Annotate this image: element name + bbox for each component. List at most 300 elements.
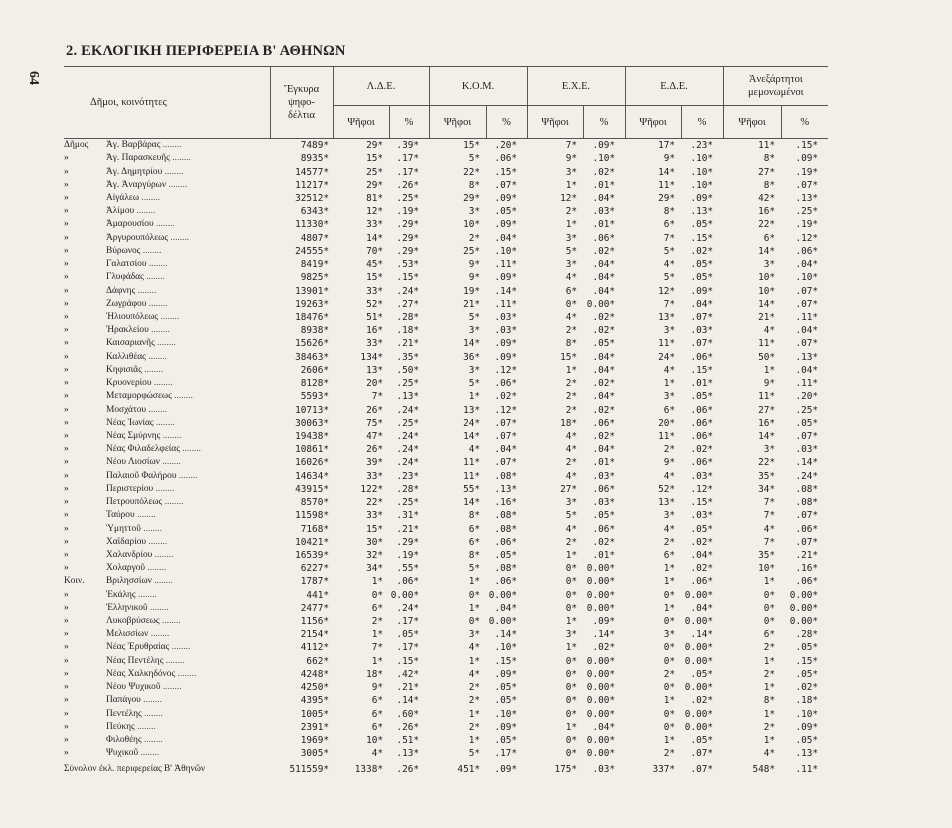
municipality-prefix: » — [64, 549, 69, 560]
dot-leader: ........ — [140, 695, 162, 706]
votes-independents-cell: 14* — [758, 245, 776, 257]
municipality-cell — [64, 443, 270, 456]
votes-kom-cell: 55* — [463, 483, 480, 495]
votes-ede-cell: 2* — [663, 444, 676, 456]
municipality-name: Νέας Φιλαδελφείας — [106, 444, 180, 455]
municipality-prefix: » — [64, 523, 69, 534]
dot-leader: ........ — [175, 668, 197, 679]
votes-ede-cell: 8* — [663, 206, 676, 218]
municipality-prefix: » — [64, 735, 69, 746]
table-row — [64, 284, 828, 297]
votes-lde-cell: 134* — [360, 351, 383, 363]
votes-ede-cell: 3* — [663, 510, 676, 522]
percent-lde-cell: .51* — [396, 735, 419, 747]
municipality-name: Περιστερίου — [106, 483, 154, 494]
header-party-exe: Ε.Χ.Ε. — [527, 67, 625, 106]
percent-kom-cell: 0.00* — [488, 589, 518, 601]
table-row — [64, 271, 828, 284]
table-row — [64, 324, 828, 337]
municipality-name: Μελισσίων — [106, 629, 149, 640]
votes-independents-cell: 8* — [763, 179, 776, 191]
registered-ballots-cell: 1969* — [300, 735, 329, 747]
votes-lde-cell: 4* — [371, 748, 383, 760]
votes-ede-cell: 3* — [663, 629, 676, 641]
percent-ede-cell: .02* — [690, 695, 714, 707]
votes-lde-cell: 81* — [366, 193, 383, 205]
municipality-name: Κρυονερίου — [106, 378, 152, 389]
percent-independents-cell: .04* — [795, 259, 819, 271]
percent-independents-cell: 0.00* — [789, 589, 819, 601]
registered-ballots-cell: 4807* — [300, 232, 329, 244]
percent-kom-cell: .06* — [494, 153, 518, 165]
percent-lde-cell: .24* — [396, 457, 419, 469]
dot-leader: ........ — [154, 338, 176, 349]
percent-kom-cell: .09* — [494, 338, 518, 350]
municipality-name: Φιλοθέης — [106, 735, 142, 746]
page-title: 2. ΕΚΛΟΓΙΚΗ ΠΕΡΙΦΕΡΕΙΑ Β' ΑΘΗΝΩΝ — [66, 43, 346, 59]
percent-exe-cell: .03* — [592, 497, 616, 509]
votes-independents-cell: 3* — [763, 444, 776, 456]
votes-ede-cell: 9* — [663, 457, 676, 469]
percent-independents-cell: .11* — [795, 378, 819, 390]
header-votes: Ψῆφοι — [625, 106, 681, 139]
percent-ede-cell: 0.00* — [684, 682, 714, 694]
percent-independents-cell: .08* — [795, 497, 819, 509]
table-row — [64, 615, 828, 628]
percent-kom-cell: .10* — [494, 245, 518, 257]
dot-leader: ........ — [135, 589, 157, 600]
table-row — [64, 139, 828, 153]
votes-kom-cell: 14* — [463, 497, 480, 509]
votes-exe-cell: 6* — [565, 285, 578, 297]
percent-lde-cell: .29* — [396, 232, 419, 244]
votes-exe-cell: 3* — [565, 232, 578, 244]
municipality-name: Βριλησσίων — [106, 576, 152, 587]
header-party-independents: Ἀνεξάρτητοι μεμονωμένοι — [723, 67, 828, 106]
dot-leader: ........ — [140, 523, 162, 534]
votes-kom-cell: 25* — [463, 245, 480, 257]
votes-kom-cell: 29* — [463, 193, 480, 205]
percent-independents-cell: .07* — [795, 285, 819, 297]
percent-lde-cell: .24* — [396, 285, 419, 297]
municipality-cell — [64, 179, 270, 192]
percent-lde-cell: .13* — [396, 748, 419, 760]
dot-leader: ........ — [160, 140, 182, 151]
votes-ede-cell: 0* — [663, 708, 676, 720]
registered-ballots-cell: 4248* — [300, 668, 329, 680]
votes-independents-cell: 35* — [758, 549, 776, 561]
percent-kom-cell: .05* — [494, 695, 518, 707]
municipality-prefix: » — [64, 470, 69, 481]
votes-independents-cell: 22* — [758, 219, 776, 231]
percent-lde-cell: .19* — [396, 549, 419, 561]
municipality-prefix: » — [64, 497, 69, 508]
dot-leader: ........ — [147, 602, 169, 613]
percent-lde-cell: .29* — [396, 245, 419, 257]
percent-ede-cell: .07* — [690, 748, 714, 760]
votes-kom-cell: 15* — [463, 140, 480, 152]
votes-independents-cell: 14* — [758, 298, 776, 310]
registered-ballots-cell: 1005* — [300, 708, 329, 720]
percent-exe-cell: .01* — [592, 457, 616, 469]
registered-ballots-cell: 38463* — [295, 351, 329, 363]
municipality-name: Χαλανδρίου — [106, 549, 153, 560]
votes-independents-cell: 4* — [763, 748, 776, 760]
header-votes: Ψῆφοι — [333, 106, 389, 139]
votes-exe-cell: 3* — [565, 259, 578, 271]
percent-ede-cell: .01* — [690, 378, 714, 390]
votes-exe-cell: 0* — [565, 695, 578, 707]
percent-exe-cell: 0.00* — [586, 589, 616, 601]
votes-ede-cell: 11* — [658, 338, 676, 350]
municipality-prefix: » — [64, 364, 69, 375]
votes-exe-cell: 2* — [565, 404, 578, 416]
percent-kom-cell: .11* — [494, 259, 518, 271]
votes-independents-cell: 34* — [758, 483, 776, 495]
percent-kom-cell: .14* — [494, 629, 518, 641]
votes-independents-cell: 4* — [763, 523, 776, 535]
votes-independents-cell: 9* — [763, 378, 776, 390]
percent-kom-cell: .13* — [494, 483, 518, 495]
percent-independents-cell: .02* — [795, 682, 819, 694]
percent-exe-cell: .03* — [592, 763, 616, 775]
percent-kom-cell: .04* — [494, 232, 518, 244]
percent-kom-cell: .07* — [494, 457, 518, 469]
municipality-name: Ἁγ. Ἀναργύρων — [106, 179, 167, 190]
percent-lde-cell: .53* — [396, 259, 419, 271]
dot-leader: ........ — [162, 497, 184, 508]
table-row — [64, 536, 828, 549]
votes-lde-cell: 22* — [366, 497, 383, 509]
registered-ballots-cell: 9825* — [300, 272, 329, 284]
header-percent: % — [486, 106, 527, 139]
percent-independents-cell: .05* — [795, 668, 819, 680]
municipality-name: Πεύκης — [106, 721, 135, 732]
percent-independents-cell: .12* — [795, 232, 819, 244]
table-row — [64, 589, 828, 602]
percent-lde-cell: .17* — [396, 642, 419, 654]
votes-exe-cell: 3* — [565, 497, 578, 509]
percent-independents-cell: .09* — [795, 721, 819, 733]
percent-independents-cell: .07* — [795, 298, 819, 310]
percent-exe-cell: .03* — [592, 470, 616, 482]
table-row — [64, 232, 828, 245]
percent-kom-cell: .08* — [494, 563, 518, 575]
municipality-prefix: » — [64, 259, 69, 270]
percent-ede-cell: 0.00* — [684, 589, 714, 601]
table-row — [64, 721, 828, 734]
percent-lde-cell: .26* — [396, 179, 419, 191]
municipality-name: Ταύρου — [106, 510, 135, 521]
percent-independents-cell: .05* — [795, 735, 819, 747]
votes-exe-cell: 15* — [560, 351, 578, 363]
percent-kom-cell: .07* — [494, 417, 518, 429]
votes-independents-cell: 7* — [763, 510, 776, 522]
municipality-name: Μεταμορφώσεως — [106, 391, 172, 402]
table-row — [64, 694, 828, 707]
dot-leader: ........ — [168, 232, 190, 243]
percent-ede-cell: .02* — [690, 563, 714, 575]
percent-independents-cell: .06* — [795, 245, 819, 257]
percent-ede-cell: .03* — [690, 470, 714, 482]
votes-exe-cell: 0* — [565, 298, 578, 310]
municipality-prefix: » — [64, 695, 69, 706]
percent-independents-cell: .14* — [795, 457, 819, 469]
percent-kom-cell: .07* — [494, 430, 518, 442]
registered-ballots-cell: 2154* — [300, 629, 329, 641]
percent-ede-cell: 0.00* — [684, 616, 714, 628]
votes-lde-cell: 33* — [366, 510, 383, 522]
votes-independents-cell: 0* — [763, 589, 776, 601]
percent-kom-cell: .08* — [494, 510, 518, 522]
municipality-prefix: » — [64, 206, 69, 217]
municipality-cell — [64, 694, 270, 707]
percent-exe-cell: .09* — [592, 616, 616, 628]
percent-ede-cell: .23* — [690, 140, 714, 152]
table-row — [64, 747, 828, 760]
percent-lde-cell: .15* — [396, 272, 419, 284]
votes-ede-cell: 11* — [658, 179, 676, 191]
votes-exe-cell: 3* — [565, 629, 578, 641]
percent-exe-cell: .10* — [592, 153, 616, 165]
municipality-prefix: » — [64, 312, 69, 323]
votes-lde-cell: 29* — [366, 140, 383, 152]
votes-kom-cell: 9* — [468, 259, 480, 271]
percent-kom-cell: .09* — [494, 721, 518, 733]
percent-exe-cell: .04* — [592, 391, 616, 403]
municipality-name: Ἀργυρουπόλεως — [106, 232, 169, 243]
municipality-name: Μοσχάτου — [106, 404, 147, 415]
percent-ede-cell: .09* — [690, 193, 714, 205]
table-row — [64, 628, 828, 641]
table-row — [64, 311, 828, 324]
registered-ballots-cell: 1156* — [300, 616, 329, 628]
municipality-cell — [64, 152, 270, 165]
header-party-ede: Ε.Δ.Ε. — [625, 67, 723, 106]
municipality-cell — [64, 575, 270, 588]
table-row — [64, 734, 828, 747]
percent-ede-cell: .05* — [690, 523, 714, 535]
votes-exe-cell: 0* — [565, 682, 578, 694]
municipality-name: Παλαιοῦ Φαλήρου — [106, 470, 177, 481]
municipality-cell — [64, 284, 270, 297]
percent-exe-cell: .01* — [592, 179, 616, 191]
percent-ede-cell: .14* — [690, 629, 714, 641]
registered-ballots-cell: 441* — [306, 589, 329, 601]
votes-kom-cell: 8* — [468, 179, 480, 191]
votes-kom-cell: 1* — [468, 708, 480, 720]
percent-independents-cell: .10* — [795, 272, 819, 284]
percent-independents-cell: .16* — [795, 563, 819, 575]
municipality-cell — [64, 245, 270, 258]
votes-independents-cell: 0* — [763, 602, 776, 614]
percent-exe-cell: .02* — [592, 430, 616, 442]
percent-exe-cell: .02* — [592, 404, 616, 416]
municipality-name: Ἁγ. Παρασκευῆς — [106, 153, 170, 164]
percent-lde-cell: .24* — [396, 602, 419, 614]
registered-ballots-cell: 10713* — [295, 404, 329, 416]
municipality-cell — [64, 324, 270, 337]
votes-exe-cell: 18* — [560, 417, 578, 429]
municipality-cell — [64, 589, 270, 602]
votes-kom-cell: 2* — [468, 695, 480, 707]
municipality-prefix: » — [64, 563, 69, 574]
percent-independents-cell: .18* — [795, 695, 819, 707]
percent-ede-cell: .09* — [690, 285, 714, 297]
percent-exe-cell: .09* — [592, 140, 616, 152]
percent-independents-cell: .11* — [795, 763, 819, 775]
percent-exe-cell: 0.00* — [586, 602, 616, 614]
percent-ede-cell: .02* — [690, 536, 714, 548]
votes-lde-cell: 51* — [366, 312, 383, 324]
table-row — [64, 179, 828, 192]
municipality-name: Ἑκάλης — [106, 589, 136, 600]
dot-leader: ........ — [176, 470, 198, 481]
votes-lde-cell: 6* — [371, 721, 383, 733]
percent-kom-cell: .14* — [494, 285, 518, 297]
votes-independents-cell: 1* — [763, 682, 776, 694]
municipality-prefix: » — [64, 417, 69, 428]
votes-lde-cell: 15* — [366, 523, 383, 535]
votes-exe-cell: 4* — [565, 272, 578, 284]
votes-ede-cell: 4* — [663, 470, 676, 482]
municipality-prefix: » — [64, 298, 69, 309]
municipality-prefix: » — [64, 510, 69, 521]
municipality-cell — [64, 430, 270, 443]
votes-kom-cell: 36* — [463, 351, 480, 363]
municipality-prefix: » — [64, 166, 69, 177]
municipality-cell — [64, 218, 270, 231]
municipality-prefix: » — [64, 232, 69, 243]
votes-exe-cell: 2* — [565, 206, 578, 218]
votes-ede-cell: 13* — [658, 497, 676, 509]
percent-kom-cell: .06* — [494, 576, 518, 588]
municipality-prefix: » — [64, 404, 69, 415]
percent-lde-cell: .60* — [396, 708, 419, 720]
votes-independents-cell: 1* — [763, 708, 776, 720]
registered-ballots-cell: 8570* — [300, 497, 329, 509]
votes-exe-cell: 1* — [565, 549, 578, 561]
votes-ede-cell: 9* — [663, 153, 676, 165]
percent-kom-cell: .20* — [494, 140, 518, 152]
votes-independents-cell: 27* — [758, 166, 776, 178]
municipality-cell — [64, 641, 270, 654]
votes-ede-cell: 1* — [663, 695, 676, 707]
percent-ede-cell: .06* — [690, 576, 714, 588]
table-row — [64, 152, 828, 165]
votes-kom-cell: 5* — [468, 312, 480, 324]
percent-lde-cell: .25* — [396, 378, 419, 390]
percent-kom-cell: .05* — [494, 206, 518, 218]
percent-lde-cell: .29* — [396, 536, 419, 548]
municipality-prefix: » — [64, 642, 69, 653]
percent-kom-cell: .12* — [494, 404, 518, 416]
percent-independents-cell: .25* — [795, 404, 819, 416]
votes-lde-cell: 26* — [366, 404, 383, 416]
municipality-cell — [64, 470, 270, 483]
percent-ede-cell: .05* — [690, 391, 714, 403]
votes-lde-cell: 12* — [366, 206, 383, 218]
votes-kom-cell: 6* — [468, 536, 480, 548]
registered-ballots-cell: 30063* — [295, 417, 329, 429]
percent-kom-cell: .03* — [494, 312, 518, 324]
municipality-cell — [64, 377, 270, 390]
municipality-cell — [64, 562, 270, 575]
votes-ede-cell: 7* — [663, 232, 676, 244]
percent-exe-cell: 0.00* — [586, 668, 616, 680]
percent-exe-cell: 0.00* — [586, 298, 616, 310]
header-registered — [270, 67, 333, 139]
votes-lde-cell: 32* — [366, 549, 383, 561]
votes-ede-cell: 17* — [658, 140, 676, 152]
dot-leader: ........ — [153, 417, 175, 428]
votes-lde-cell: 13* — [366, 364, 383, 376]
percent-ede-cell: .04* — [690, 298, 714, 310]
votes-independents-cell: 10* — [758, 285, 776, 297]
table-row — [64, 364, 828, 377]
municipality-cell — [64, 549, 270, 562]
votes-exe-cell: 9* — [565, 153, 578, 165]
table-row — [64, 456, 828, 469]
votes-lde-cell: 15* — [366, 272, 383, 284]
table-row — [64, 707, 828, 720]
percent-independents-cell: .07* — [795, 536, 819, 548]
percent-exe-cell: 0.00* — [586, 682, 616, 694]
table-row — [64, 496, 828, 509]
dot-leader: ........ — [143, 272, 165, 283]
dot-leader: ........ — [141, 708, 163, 719]
municipality-name: Νέας Πεντέλης — [106, 655, 164, 666]
votes-exe-cell: 2* — [565, 457, 578, 469]
percent-kom-cell: .04* — [494, 444, 518, 456]
municipality-cell — [64, 337, 270, 350]
municipality-cell — [64, 232, 270, 245]
votes-kom-cell: 24* — [463, 417, 480, 429]
percent-ede-cell: .07* — [690, 763, 714, 775]
percent-kom-cell: .03* — [494, 325, 518, 337]
votes-kom-cell: 3* — [468, 364, 480, 376]
votes-independents-cell: 11* — [758, 140, 776, 152]
table-row — [64, 681, 828, 694]
table-row — [64, 390, 828, 403]
percent-kom-cell: .16* — [494, 497, 518, 509]
percent-ede-cell: 0.00* — [684, 721, 714, 733]
header-party-kom: Κ.Ο.Μ. — [429, 67, 527, 106]
votes-independents-cell: 8* — [763, 695, 776, 707]
percent-exe-cell: .04* — [592, 721, 616, 733]
percent-exe-cell: .14* — [592, 629, 616, 641]
votes-kom-cell: 1* — [468, 391, 480, 403]
percent-kom-cell: .05* — [494, 735, 518, 747]
municipality-cell — [64, 390, 270, 403]
municipality-name: Γλυφάδας — [106, 272, 144, 283]
percent-independents-cell: .11* — [795, 312, 819, 324]
percent-exe-cell: .05* — [592, 510, 616, 522]
votes-lde-cell: 9* — [371, 682, 383, 694]
votes-exe-cell: 0* — [565, 602, 578, 614]
percent-exe-cell: .04* — [592, 364, 616, 376]
votes-kom-cell: 14* — [463, 338, 480, 350]
percent-independents-cell: 0.00* — [789, 616, 819, 628]
municipality-prefix: » — [64, 325, 69, 336]
registered-ballots-cell: 2477* — [300, 602, 329, 614]
municipality-cell — [64, 166, 270, 179]
votes-lde-cell: 39* — [366, 457, 383, 469]
percent-kom-cell: .10* — [494, 642, 518, 654]
percent-kom-cell: .06* — [494, 536, 518, 548]
registered-ballots-cell: 662* — [306, 655, 329, 667]
percent-kom-cell: .08* — [494, 523, 518, 535]
